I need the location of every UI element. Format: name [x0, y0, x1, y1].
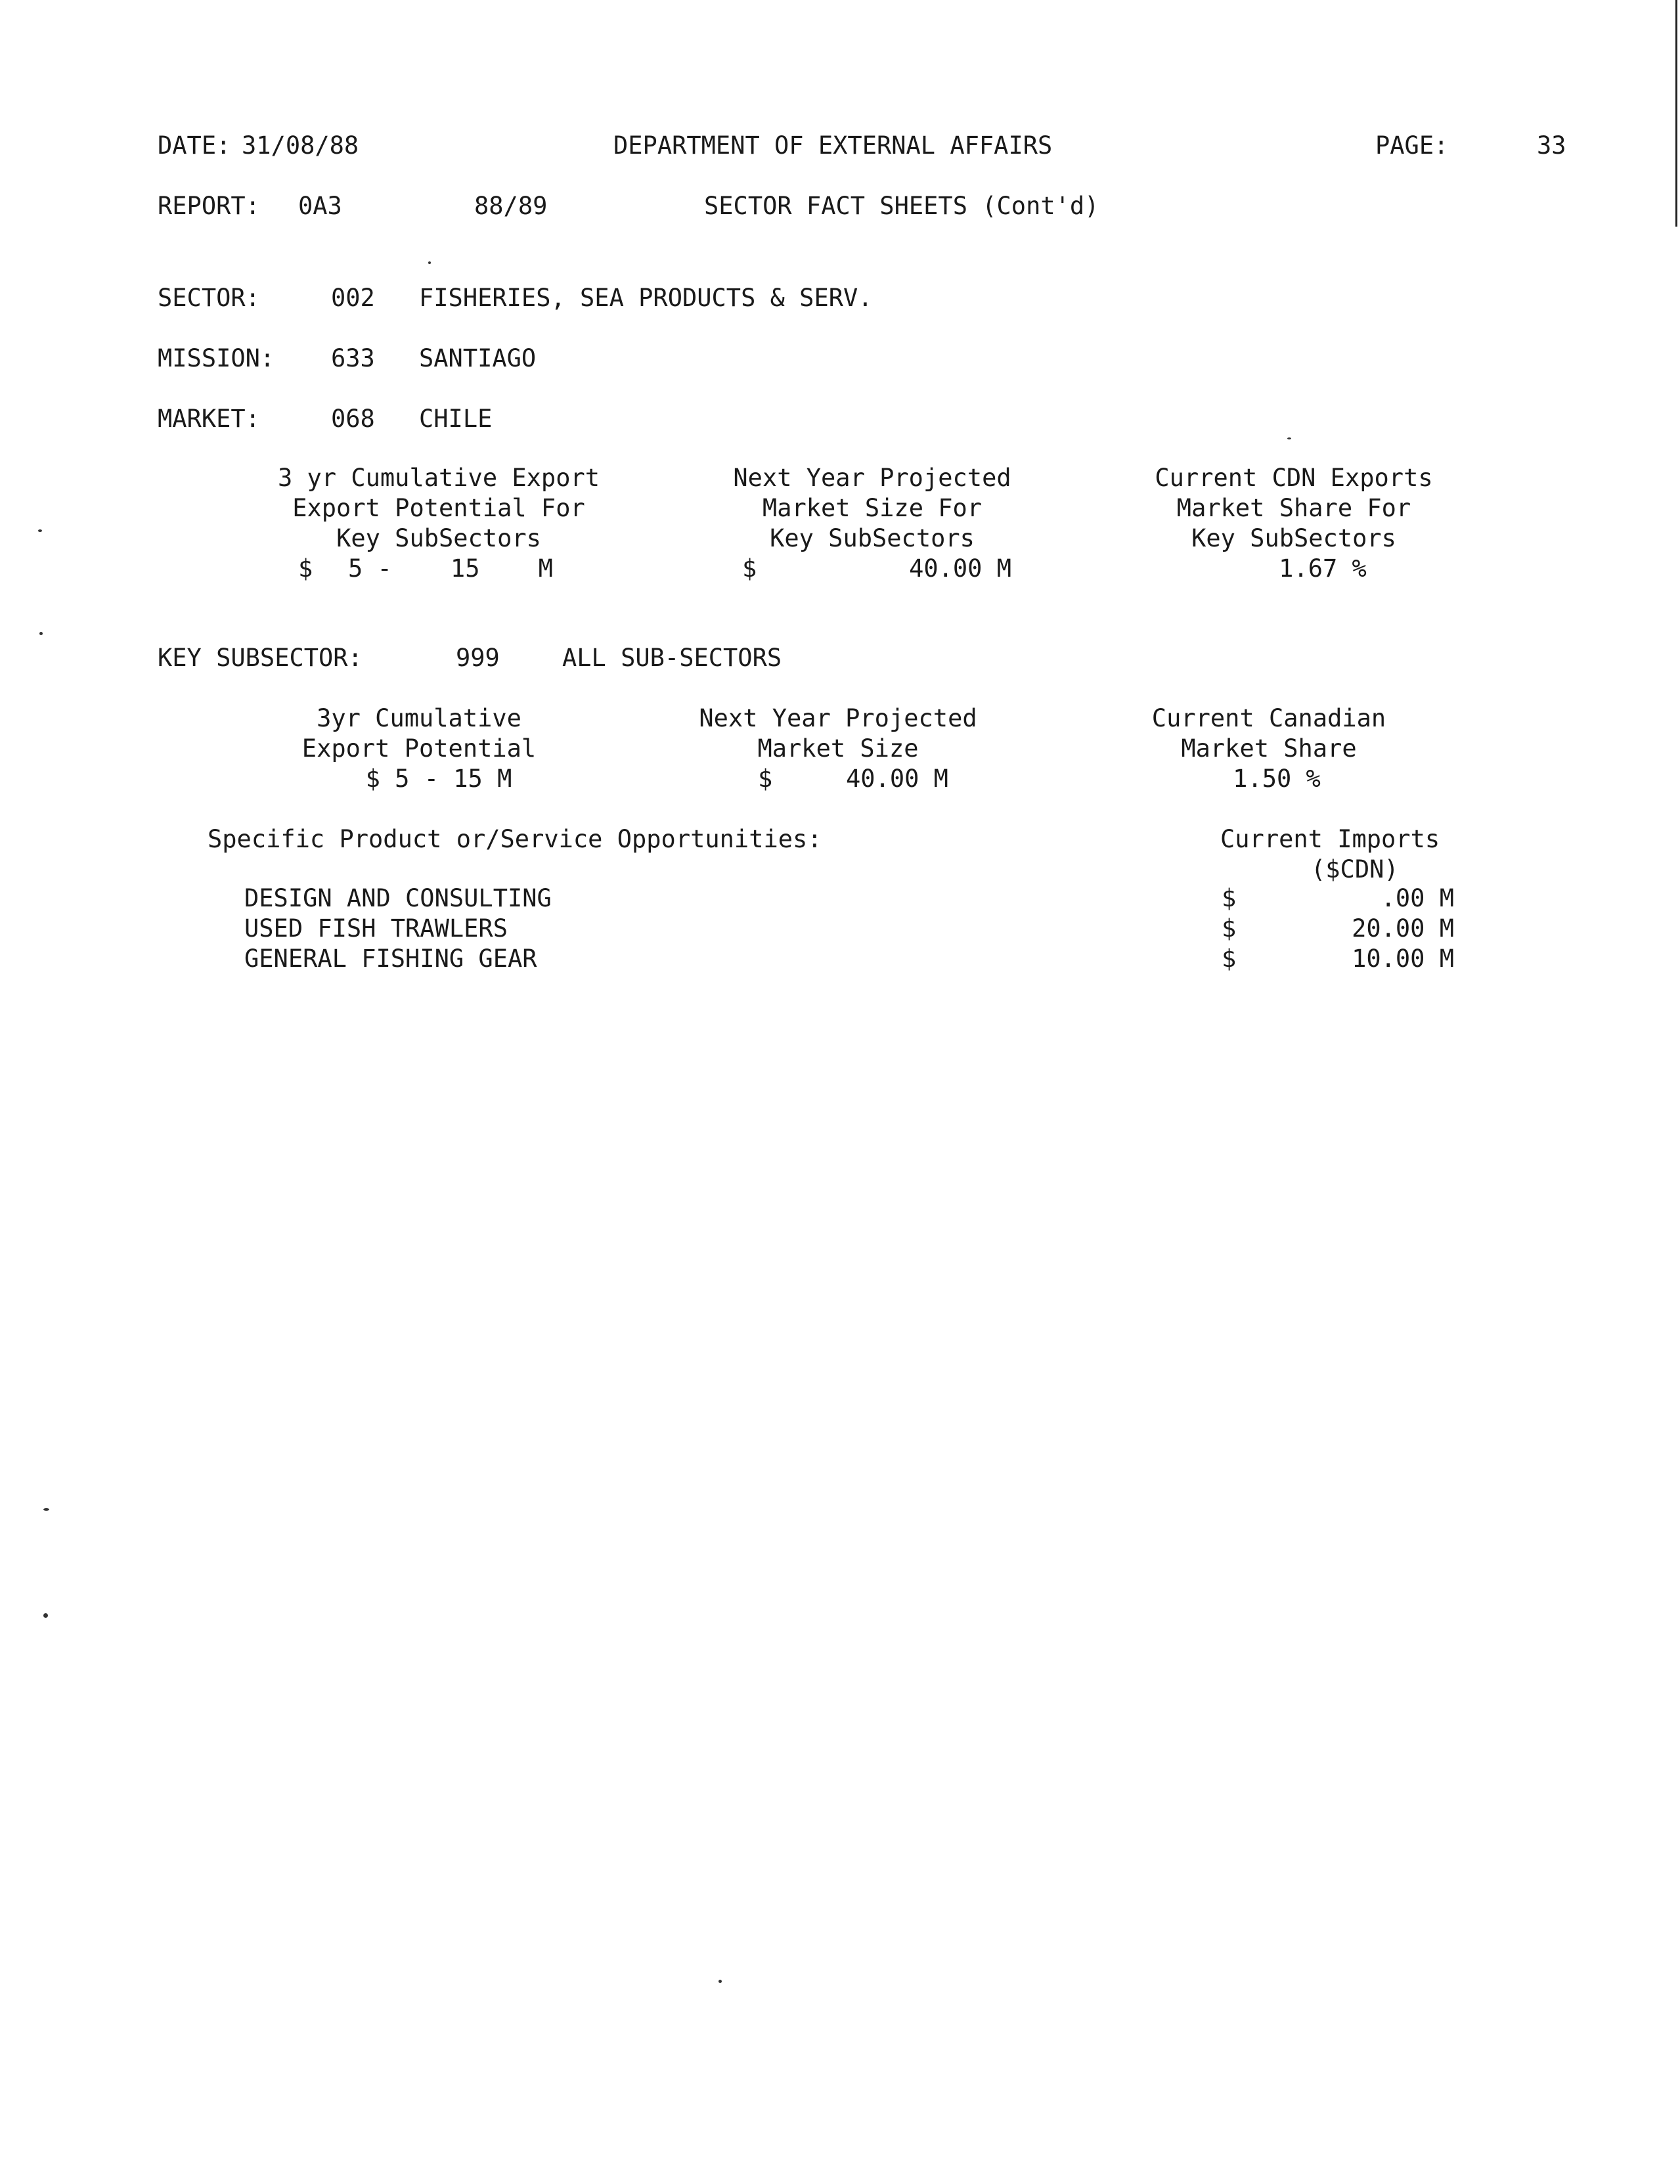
date-label: DATE:	[158, 131, 231, 160]
mission-name: SANTIAGO	[419, 344, 537, 372]
scan-speck	[38, 529, 42, 532]
imports-heading: Current Imports	[1220, 825, 1440, 853]
opportunity-name: USED FISH TRAWLERS	[244, 914, 508, 943]
sector-summary-1-line-2: Export Potential For	[292, 494, 585, 522]
key-subsector-code: 999	[456, 644, 500, 672]
sector-summary-1-value: 5 - 15 M	[348, 554, 553, 583]
key-subsector-name: ALL SUB-SECTORS	[562, 644, 782, 672]
subsector-summary-3-value: 1.50 %	[1233, 765, 1321, 793]
page-edge-line	[1675, 0, 1677, 227]
key-subsector-label: KEY SUBSECTOR:	[158, 644, 363, 672]
sector-summary-2-line-3: Key SubSectors	[770, 524, 975, 552]
sector-summary-1-line-3: Key SubSectors	[336, 524, 541, 552]
subsector-summary-2-value: 40.00 M	[846, 765, 948, 793]
date-value: 31/08/88	[242, 131, 359, 160]
subsector-summary-1-value: $ 5 - 15 M	[365, 765, 512, 793]
opportunity-amount: .00 M	[1381, 884, 1454, 912]
sector-summary-3-line-3: Key SubSectors	[1191, 524, 1396, 552]
opportunity-amount: 20.00 M	[1352, 914, 1454, 943]
subsector-summary-2-currency: $	[758, 765, 773, 793]
mission-code: 633	[331, 344, 375, 372]
market-code: 068	[331, 405, 375, 433]
sector-summary-3-line-1: Current CDN Exports	[1155, 464, 1433, 492]
mission-label: MISSION:	[158, 344, 275, 372]
page-number: 33	[1537, 131, 1566, 160]
scan-speck	[1287, 437, 1291, 439]
opportunity-currency: $	[1222, 914, 1237, 943]
report-label: REPORT:	[158, 192, 260, 220]
opportunity-currency: $	[1222, 945, 1237, 973]
scan-speck	[43, 1613, 48, 1618]
sector-summary-2-line-1: Next Year Projected	[733, 464, 1011, 492]
sector-label: SECTOR:	[158, 284, 260, 312]
sector-summary-1-currency: $	[298, 554, 313, 583]
report-title: SECTOR FACT SHEETS (Cont'd)	[704, 192, 1099, 220]
opportunities-heading: Specific Product or/Service Opportunities:	[208, 825, 822, 853]
opportunity-name: GENERAL FISHING GEAR	[244, 945, 537, 973]
sector-name: FISHERIES, SEA PRODUCTS & SERV.	[419, 284, 873, 312]
subsector-summary-1-line-1: 3yr Cumulative	[317, 704, 521, 732]
opportunity-name: DESIGN AND CONSULTING	[244, 884, 552, 912]
opportunity-amount: 10.00 M	[1352, 945, 1454, 973]
subsector-summary-3-line-1: Current Canadian	[1151, 704, 1386, 732]
scan-speck	[39, 632, 43, 635]
scan-speck	[43, 1508, 49, 1511]
sector-summary-1-line-1: 3 yr Cumulative Export	[277, 464, 600, 492]
market-label: MARKET:	[158, 405, 260, 433]
sector-summary-2-value: 40.00 M	[909, 554, 1011, 583]
page-label: PAGE:	[1375, 131, 1449, 160]
market-name: CHILE	[419, 405, 493, 433]
opportunity-currency: $	[1222, 884, 1237, 912]
report-year: 88/89	[474, 192, 548, 220]
sector-summary-3-value: 1.67 %	[1279, 554, 1367, 583]
subsector-summary-1-line-2: Export Potential	[301, 734, 537, 763]
sector-summary-3-line-2: Market Share For	[1176, 494, 1411, 522]
scan-speck	[428, 261, 431, 264]
imports-unit: ($CDN)	[1311, 855, 1399, 883]
subsector-summary-2-line-1: Next Year Projected	[699, 704, 977, 732]
scan-speck	[718, 1980, 722, 1983]
report-code: 0A3	[298, 192, 342, 220]
sector-summary-2-line-2: Market Size For	[762, 494, 983, 522]
subsector-summary-2-line-2: Market Size	[757, 734, 919, 763]
subsector-summary-3-line-2: Market Share	[1181, 734, 1357, 763]
sector-summary-2-currency: $	[742, 554, 757, 583]
department-title: DEPARTMENT OF EXTERNAL AFFAIRS	[613, 131, 1053, 160]
sector-code: 002	[331, 284, 375, 312]
